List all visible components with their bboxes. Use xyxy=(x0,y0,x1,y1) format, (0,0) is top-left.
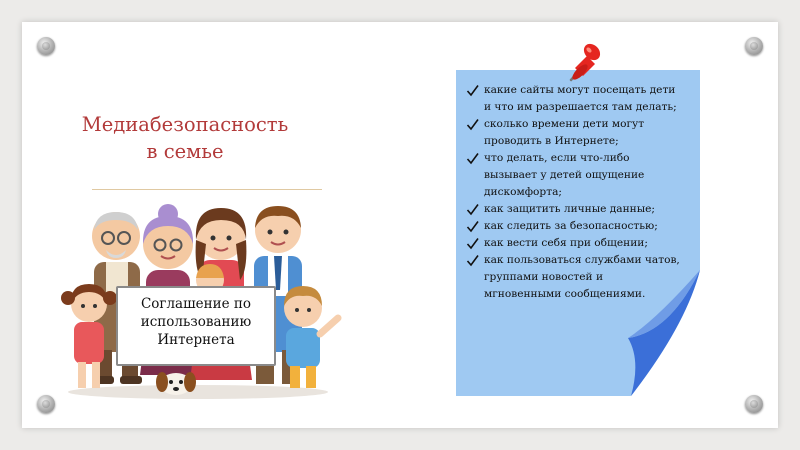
thumbtack-icon xyxy=(37,37,55,55)
list-item-line: и что им разрешается там делать; xyxy=(484,101,677,113)
check-icon xyxy=(466,203,479,216)
list-item xyxy=(466,82,701,116)
slide-title-line: в семье xyxy=(146,140,224,163)
sign-line: использованию xyxy=(140,314,252,330)
list-item xyxy=(466,116,701,150)
agreement-sign xyxy=(116,286,276,366)
slide-title xyxy=(60,111,310,165)
list-item-line: сколько времени дети могут xyxy=(484,118,645,130)
title-divider xyxy=(92,189,322,190)
list-item-line: дискомфорта; xyxy=(484,186,562,198)
check-icon xyxy=(466,237,479,250)
list-item-line: как следить за безопасностью; xyxy=(484,220,658,232)
list-item-line: как защитить личные данные; xyxy=(484,203,656,215)
list-item-line: мгновенными сообщениями. xyxy=(484,288,646,300)
list-item xyxy=(466,201,701,218)
check-icon xyxy=(466,220,479,233)
sign-line: Соглашение по xyxy=(140,296,252,312)
list-item-line: вызывает у детей ощущение xyxy=(484,169,645,181)
thumbtack-icon xyxy=(745,395,763,413)
thumbtack-icon xyxy=(745,37,763,55)
list-item xyxy=(466,235,701,252)
checklist xyxy=(466,82,701,303)
check-icon xyxy=(466,254,479,267)
sign-line: Интернета xyxy=(157,332,235,348)
check-icon xyxy=(466,84,479,97)
list-item-line: какие сайты могут посещать дети xyxy=(484,84,676,96)
list-item-line: группами новостей и xyxy=(484,271,604,283)
list-item-line: как пользоваться службами чатов, xyxy=(484,254,680,266)
check-icon xyxy=(466,118,479,131)
list-item-line: как вести себя при общении; xyxy=(484,237,648,249)
list-item xyxy=(466,218,701,235)
list-item xyxy=(466,150,701,201)
slide-title-line: Медиабезопасность xyxy=(81,113,289,136)
boy-figure xyxy=(284,286,338,388)
list-item-line: проводить в Интернете; xyxy=(484,135,619,147)
dog-figure xyxy=(156,372,196,395)
list-item-line: что делать, если что-либо xyxy=(484,152,630,164)
list-item xyxy=(466,252,701,303)
pushpin-icon xyxy=(556,40,608,88)
check-icon xyxy=(466,152,479,165)
